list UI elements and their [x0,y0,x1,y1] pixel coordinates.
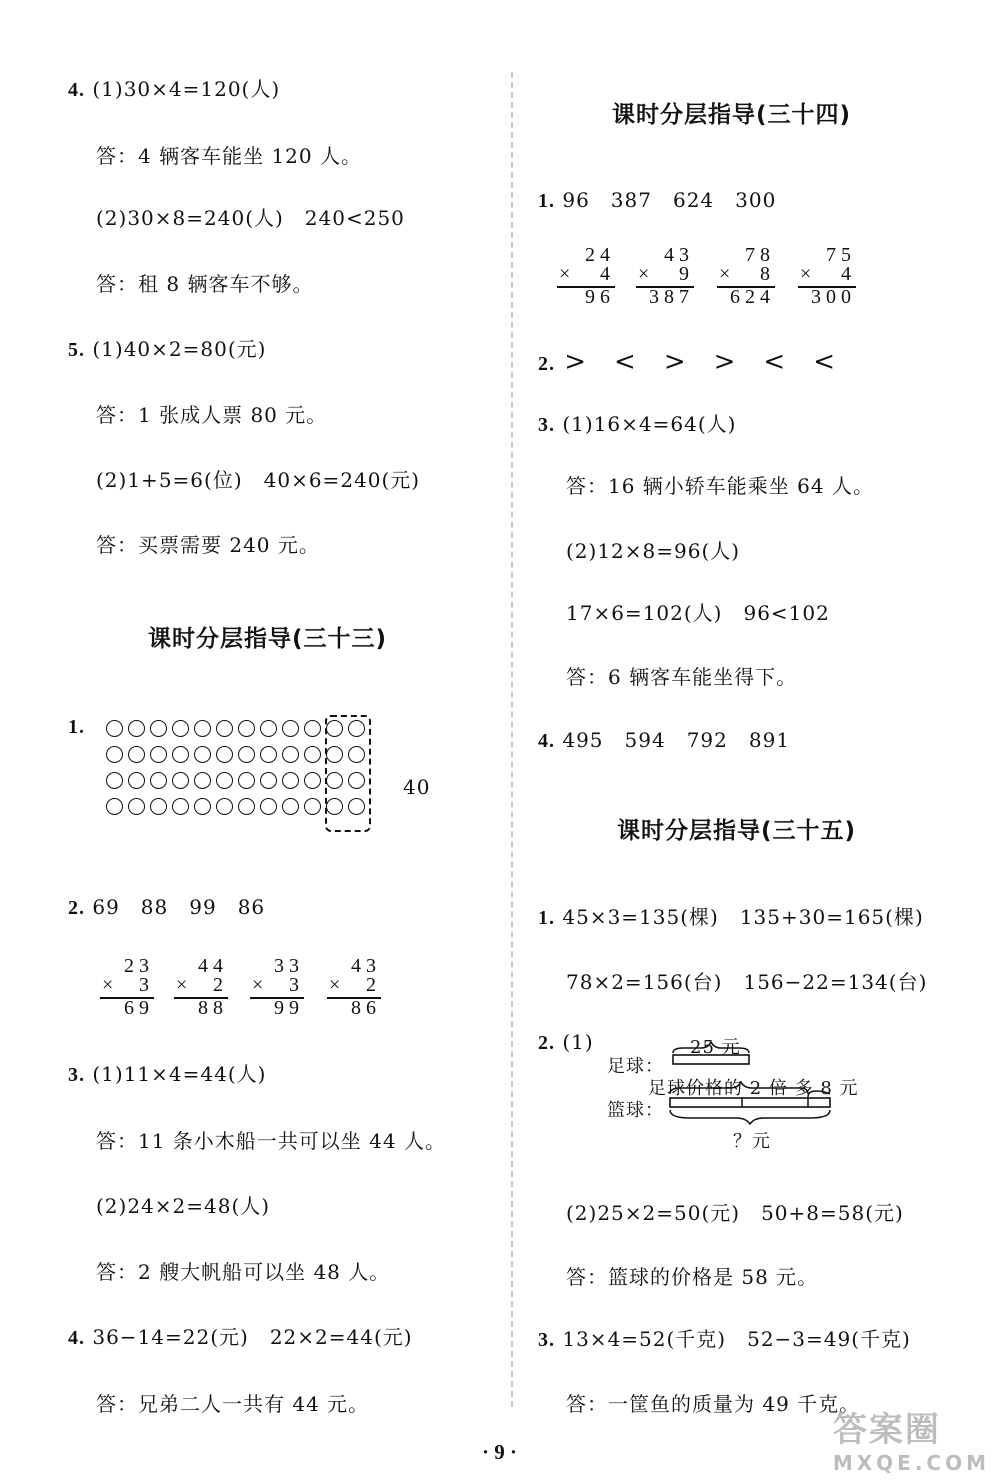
multiplier: × 3 [102,974,154,996]
circle [128,798,145,815]
circle [150,720,167,737]
times-sign: × [559,263,576,285]
circle [150,798,167,815]
times-sign: × [252,974,269,996]
line-segment-diagram [600,1030,860,1140]
multiplicand: 43 [664,244,694,266]
section-heading-33: 课时分层指导(三十三) [148,626,388,652]
diagram-football-label: 足球： [607,1056,664,1077]
circle [128,720,145,737]
circle [194,720,211,737]
s33-q1-answer: 40 [403,775,431,799]
diagram-top-label: 25 元 [690,1037,741,1058]
circle [128,746,145,763]
circle [172,720,189,737]
circle [260,746,277,763]
vertical-multiplication [717,246,775,307]
product: 86 [351,997,381,1019]
s33-q3-line1: 3. (1)11×4=44(人) [68,1062,267,1086]
circle [216,798,233,815]
diagram-bottom-label: ？元 [733,1131,771,1152]
s33-q3-line4: 答：2 艘大帆船可以坐 48 人。 [96,1260,391,1284]
circle [150,772,167,789]
circle [216,720,233,737]
multiplier: × 3 [252,974,304,996]
s34-q3-line3: (2)12×8=96(人) [566,539,741,563]
circle [260,720,277,737]
product: 387 [649,286,694,308]
vertical-multiplication [798,246,856,307]
multiplicand: 33 [274,955,304,977]
circle [282,720,299,737]
circle [194,772,211,789]
s33-q1-number: 1. [68,716,85,738]
times-sign: × [176,974,193,996]
circle [304,798,321,815]
multiplier: × 2 [329,974,381,996]
product: 69 [124,997,154,1019]
circle [304,720,321,737]
times-sign: × [800,263,817,285]
circle [106,798,123,815]
s35-q1-line2: 78×2=156(台) 156−22=134(台) [566,970,928,994]
circle [128,772,145,789]
circle [172,746,189,763]
circle [238,772,255,789]
s35-q1-line1: 1. 45×3=135(棵) 135+30=165(棵) [538,905,924,929]
q4-line2: 答：4 辆客车能坐 120 人。 [96,144,362,168]
vertical-multiplication [174,957,228,1018]
vertical-multiplication [557,246,615,307]
s35-q3-line1: 3. 13×4=52(千克) 52−3=49(千克) [538,1327,911,1351]
circle [216,772,233,789]
vertical-multiplication [100,957,154,1018]
s34-q3-line1: 3. (1)16×4=64(人) [538,412,737,436]
s34-q3-line5: 答：6 辆客车能坐得下。 [566,665,798,689]
multiplicand: 43 [351,955,381,977]
circle [282,772,299,789]
multiplier: × 8 [719,263,775,285]
q4-line1: 4. (1)30×4=120(人) [68,77,281,101]
circle [150,746,167,763]
circle [172,798,189,815]
multiplier: × 4 [559,263,615,285]
section-heading-35: 课时分层指导(三十五) [617,818,857,844]
watermark-logo: 答案圈 MXQE.COM [832,1410,990,1475]
s35-q2-line2: (2)25×2=50(元) 50+8=58(元) [566,1201,904,1225]
multiplicand: 78 [745,244,775,266]
s33-q4-line1: 4. 36−14=22(元) 22×2=44(元) [68,1325,413,1349]
s34-q3-line4: 17×6=102(人) 96<102 [566,601,830,625]
vertical-multiplication [250,957,304,1018]
circle [172,772,189,789]
times-sign: × [102,974,119,996]
circle [106,720,123,737]
s34-q2-line: 2. > < > > < < [538,347,836,377]
q5-line4: 答：买票需要 240 元。 [96,533,320,557]
dashed-group-box [325,715,371,832]
s33-q2-line: 2. 69 88 99 86 [68,895,266,919]
circle [238,746,255,763]
multiplier: × 9 [638,263,694,285]
product: 96 [585,286,615,308]
circle [106,772,123,789]
circle [260,772,277,789]
s33-q3-line2: 答：11 条小木船一共可以坐 44 人。 [96,1129,446,1153]
page-number: · 9 · [482,1440,518,1464]
circle [106,746,123,763]
q4-line4: 答：租 8 辆客车不够。 [96,272,314,296]
section-heading-34: 课时分层指导(三十四) [612,102,852,128]
circle [260,798,277,815]
diagram-basketball-label: 篮球： [607,1100,664,1121]
product: 99 [274,997,304,1019]
s34-q4-line: 4. 495 594 792 891 [538,728,791,752]
diagram-middle-label: 足球价格的 2 倍 多 8 元 [648,1078,859,1099]
multiplicand: 44 [198,955,228,977]
times-sign: × [329,974,346,996]
circle [194,746,211,763]
vertical-multiplication [636,246,694,307]
multiplier: × 4 [800,263,856,285]
q5-line2: 答：1 张成人票 80 元。 [96,403,328,427]
circle [194,798,211,815]
multiplicand: 24 [585,244,615,266]
s33-q3-line3: (2)24×2=48(人) [96,1194,271,1218]
q5-line3: (2)1+5=6(位) 40×6=240(元) [96,468,421,492]
circle [238,798,255,815]
s35-q2-line3: 答：篮球的价格是 58 元。 [566,1265,819,1289]
product: 300 [811,286,856,308]
s35-q2-line1: 2. (1) [538,1030,594,1054]
q4-line3: (2)30×8=240(人) 240<250 [96,206,405,230]
circle [304,772,321,789]
vertical-multiplication [327,957,381,1018]
s34-q3-line2: 答：16 辆小轿车能乘坐 64 人。 [566,474,874,498]
product: 624 [730,286,775,308]
multiplicand: 75 [826,244,856,266]
circle [238,720,255,737]
column-divider [511,72,513,1407]
circle [304,746,321,763]
s34-q1-line: 1. 96 387 624 300 [538,188,777,212]
s33-q4-line2: 答：兄弟二人一共有 44 元。 [96,1392,370,1416]
s35-q3-line2: 答：一筐鱼的质量为 49 千克。 [566,1392,861,1416]
times-sign: × [719,263,736,285]
times-sign: × [638,263,655,285]
multiplier: × 2 [176,974,228,996]
circle [216,746,233,763]
circle [282,798,299,815]
multiplicand: 23 [124,955,154,977]
q5-line1: 5. (1)40×2=80(元) [68,337,267,361]
circle [282,746,299,763]
product: 88 [198,997,228,1019]
